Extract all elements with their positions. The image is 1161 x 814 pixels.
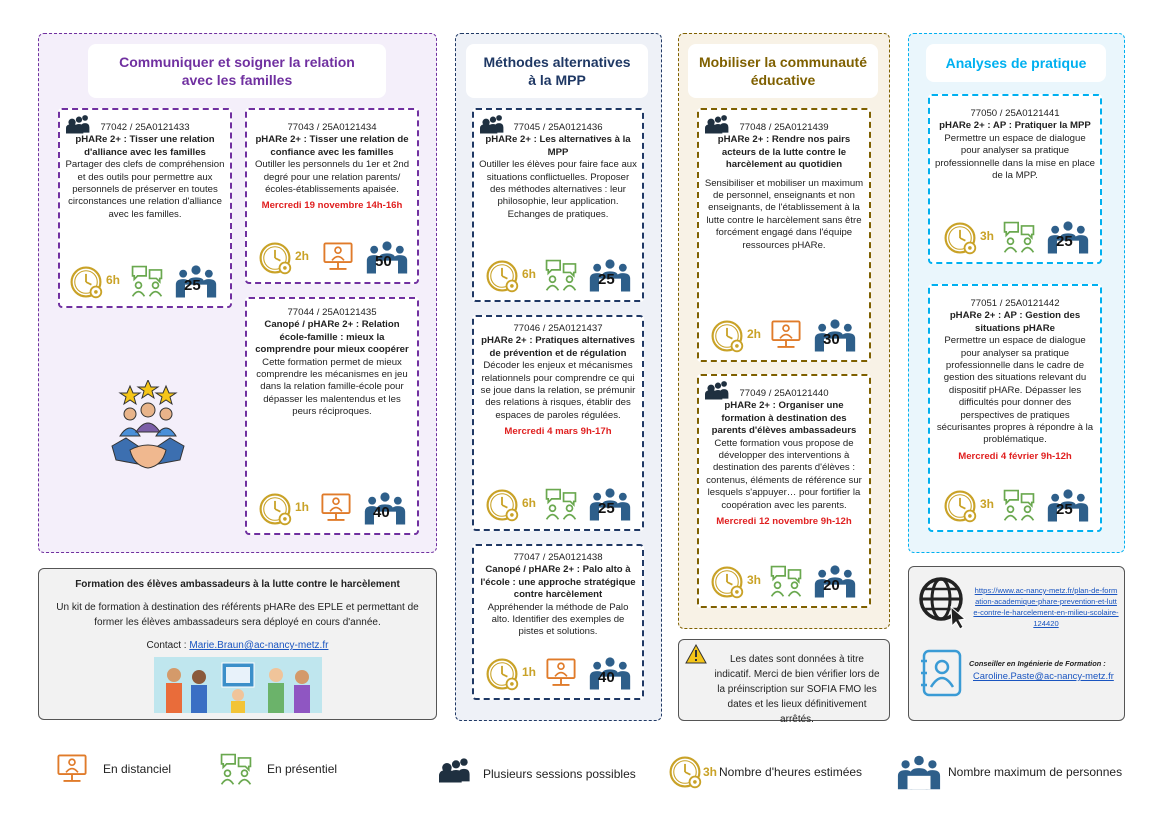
hours-value: 6h <box>522 496 537 510</box>
course-code: 77047 / 25A0121438 <box>513 552 603 563</box>
hours-value: 2h <box>295 249 310 263</box>
multiple-sessions-icon <box>66 114 92 134</box>
hours-value: 2h <box>747 327 762 341</box>
column-familles-title: Communiquer et soigner la relation avec les familles <box>88 44 386 98</box>
card-77047[interactable] <box>472 544 644 700</box>
card-77048[interactable] <box>697 108 871 362</box>
card-77050[interactable] <box>928 94 1102 264</box>
clock-icon <box>484 258 520 294</box>
column-mpp-title: Méthodes alternatives à la MPP <box>466 44 648 98</box>
legend-heures: 3h Nombre d'heures estimées <box>667 754 862 790</box>
legend-distanciel: En distanciel <box>55 752 171 786</box>
presentiel-icon <box>130 264 164 298</box>
presentiel-icon <box>219 752 253 786</box>
warning-icon <box>685 644 707 664</box>
multiple-sessions-icon <box>705 380 731 400</box>
max-people-value: 25 <box>598 271 615 288</box>
presentiel-icon <box>544 487 578 521</box>
max-people-value: 50 <box>375 253 392 270</box>
max-people-value: 25 <box>598 500 615 517</box>
session-date: Mercredi 4 février 9h-12h <box>958 450 1072 462</box>
conseiller-label: Conseiller en Ingénierie de Formation : <box>969 659 1106 668</box>
course-code: 77048 / 25A0121439 <box>739 122 829 133</box>
handshake-illustration <box>108 380 188 476</box>
column-communaute-title: Mobiliser la communauté éducative <box>688 44 878 98</box>
conseiller-email-link[interactable]: Caroline.Paste@ac-nancy-metz.fr <box>973 670 1114 681</box>
course-code: 77045 / 25A0121436 <box>513 122 603 133</box>
course-description: Permettre un espace de dialogue pour analyser sa pratique professionnelle dans le cadre de gestion des situations relevant du dispositif pHARe. Dépasser les difficultés pour donner des perspectives de pratiques sécurisantes propres à répondre à la problématique. <box>936 335 1094 446</box>
ambassadeurs-title: Formation des élèves ambassadeurs à la lutte contre le harcèlement <box>75 579 400 590</box>
card-77044[interactable] <box>245 297 419 535</box>
multiple-sessions-icon <box>439 756 473 784</box>
column-analyses-title: Analyses de pratique <box>926 44 1106 82</box>
hours-value: 6h <box>106 273 121 287</box>
max-people-value: 25 <box>1056 501 1073 518</box>
contact-card-icon <box>921 649 963 697</box>
multiple-sessions-icon <box>480 114 506 134</box>
distanciel-icon <box>319 491 353 525</box>
people-icon <box>896 754 942 790</box>
card-77046[interactable] <box>472 315 644 531</box>
presentiel-icon <box>1002 488 1036 522</box>
course-description: Décoder les enjeux et mécanismes relationnels pour comprendre ce qui se joue dans la relation, se prémunir des relations à risques, établir des espaces de paroles régulées. <box>480 360 636 421</box>
max-people-value: 25 <box>1056 233 1073 250</box>
course-description: Permettre un espace de dialogue pour analyser sa pratique professionnelle dans la mise en place de la MPP. <box>935 132 1095 182</box>
distanciel-icon <box>544 656 578 690</box>
course-title: pHARe 2+ : Rendre nos pairs acteurs de la lutte contre le harcèlement au quotidien <box>717 134 851 171</box>
legend-presentiel: En présentiel <box>219 752 337 786</box>
card-77045[interactable] <box>472 108 644 302</box>
presentiel-icon <box>769 564 803 598</box>
legend-sessions: Plusieurs sessions possibles <box>439 756 636 784</box>
presentiel-icon <box>1002 220 1036 254</box>
notice-text: Les dates sont données à titre indicatif. Merci de bien vérifier lors de la préinscription sur SOFIA FMO les dates et les lieux définitivement arrêtés. <box>714 654 880 725</box>
clock-icon <box>709 318 745 354</box>
presentiel-icon <box>544 258 578 292</box>
card-77049[interactable] <box>697 374 871 608</box>
students-illustration <box>154 657 322 713</box>
course-description: Partager des clefs de compréhension et des outils pour permettre aux personnels de préserver en toutes circonstances une relation d'alliance avec les familles. <box>65 159 225 220</box>
max-people-value: 30 <box>823 331 840 348</box>
course-code: 77043 / 25A0121434 <box>287 122 377 133</box>
course-title: pHARe 2+ : Tisser une relation d'alliance avec les familles <box>75 134 215 158</box>
session-date: Mercredi 4 mars 9h-17h <box>504 426 612 438</box>
ambassadeurs-box <box>38 568 437 720</box>
clock-icon <box>484 656 520 692</box>
contact-line: Contact : Marie.Braun@ac-nancy-metz.fr <box>146 640 329 651</box>
clock-icon <box>68 264 104 300</box>
card-77051[interactable] <box>928 284 1102 532</box>
max-people-value: 20 <box>823 577 840 594</box>
course-description: Outiller les élèves pour faire face aux situations conflictuelles. Proposer des méthodes alternatives : leur philosophie, leur application. Echanges de pratiques. <box>479 159 637 220</box>
max-people-value: 40 <box>598 669 615 686</box>
legend-personnes: Nombre maximum de personnes <box>896 754 1122 790</box>
session-date: Mercredi 12 novembre 9h-12h <box>716 516 852 528</box>
clock-icon <box>667 754 703 790</box>
card-77043[interactable] <box>245 108 419 284</box>
course-title: pHARe 2+ : Organiser une formation à destination des parents d'élèves ambassadeurs <box>711 400 857 437</box>
card-77042[interactable] <box>58 108 232 308</box>
contact-email-link[interactable]: Marie.Braun@ac-nancy-metz.fr <box>189 640 329 651</box>
course-description: Sensibiliser et mobiliser un maximum de personnel, enseignants et non enseignants, de l'établissement à la lutte contre le harcèlement sans être forcément engagé dans l'équipe ressources pHARe. <box>704 177 864 251</box>
course-title: Canopé / pHARe 2+ : Relation école-famille : mieux la comprendre pour mieux coopérer <box>255 319 409 356</box>
globe-icon <box>917 575 971 631</box>
course-code: 77050 / 25A0121441 <box>970 108 1060 119</box>
course-title: pHARe 2+ : Tisser une relation de confiance avec les familles <box>255 134 409 158</box>
course-description: Outiller les personnels du 1er et 2nd degré pour une relation parents/écoles-établissements apaisée. <box>254 159 410 196</box>
formation-url-link[interactable]: https://www.ac-nancy-metz.fr/plan-de-formation-academique-phare-prevention-et-lutte-contre-le-harcelement-en-milieu-scolaire-124420 <box>973 586 1119 628</box>
clock-icon <box>484 487 520 523</box>
clock-icon <box>709 564 745 600</box>
links-box <box>908 566 1125 721</box>
hours-value: 3h <box>980 229 995 243</box>
course-title: pHARe 2+ : Pratiques alternatives de prévention et de régulation <box>481 335 635 359</box>
course-code: 77051 / 25A0121442 <box>970 298 1060 309</box>
distanciel-icon <box>55 752 89 786</box>
course-code: 77042 / 25A0121433 <box>100 122 190 133</box>
course-code: 77046 / 25A0121437 <box>513 323 603 334</box>
hours-value: 1h <box>522 665 537 679</box>
distanciel-icon <box>769 318 803 352</box>
hours-value: 6h <box>522 267 537 281</box>
course-description: Appréhender la méthode de Palo alto. Identifier des exemples de pistes et solutions. <box>487 601 629 638</box>
course-title: pHARe 2+ : AP : Pratiquer la MPP <box>939 120 1091 132</box>
distanciel-icon <box>321 240 355 274</box>
clock-icon <box>257 491 293 527</box>
clock-icon <box>257 240 293 276</box>
ambassadeurs-text: Un kit de formation à destination des référents pHARe des EPLE et permettant de former les élèves ambassadeurs sera déployé en cours d'année. <box>56 602 419 628</box>
hours-value: 3h <box>980 497 995 511</box>
dates-notice <box>678 639 890 725</box>
course-title: Canopé / pHARe 2+ : Palo alto à l'école : une approche stratégique contre harcèlement <box>480 564 636 601</box>
hours-value: 3h <box>747 573 762 587</box>
course-code: 77049 / 25A0121440 <box>739 388 829 399</box>
course-title: pHARe 2+ : Les alternatives à la MPP <box>485 134 631 158</box>
hours-value: 1h <box>295 500 310 514</box>
max-people-value: 25 <box>184 277 201 294</box>
clock-icon <box>942 220 978 256</box>
max-people-value: 40 <box>373 504 390 521</box>
course-description: Cette formation vous propose de développer des interventions à destination des parents d'élèves : contenus, éléments de référence sur lesquels s'appuyer… pour fortifier la coopération avec les parents. <box>706 437 862 511</box>
course-description: Cette formation permet de mieux comprendre les mécanismes en jeu dans la relation famille-école pour dépasser les malentendus et les peurs réciproques. <box>256 356 408 418</box>
multiple-sessions-icon <box>705 114 731 134</box>
course-title: pHARe 2+ : AP : Gestion des situations pHARe <box>949 310 1081 334</box>
course-code: 77044 / 25A0121435 <box>287 307 377 318</box>
session-date: Mercredi 19 novembre 14h-16h <box>261 200 403 212</box>
clock-icon <box>942 488 978 524</box>
